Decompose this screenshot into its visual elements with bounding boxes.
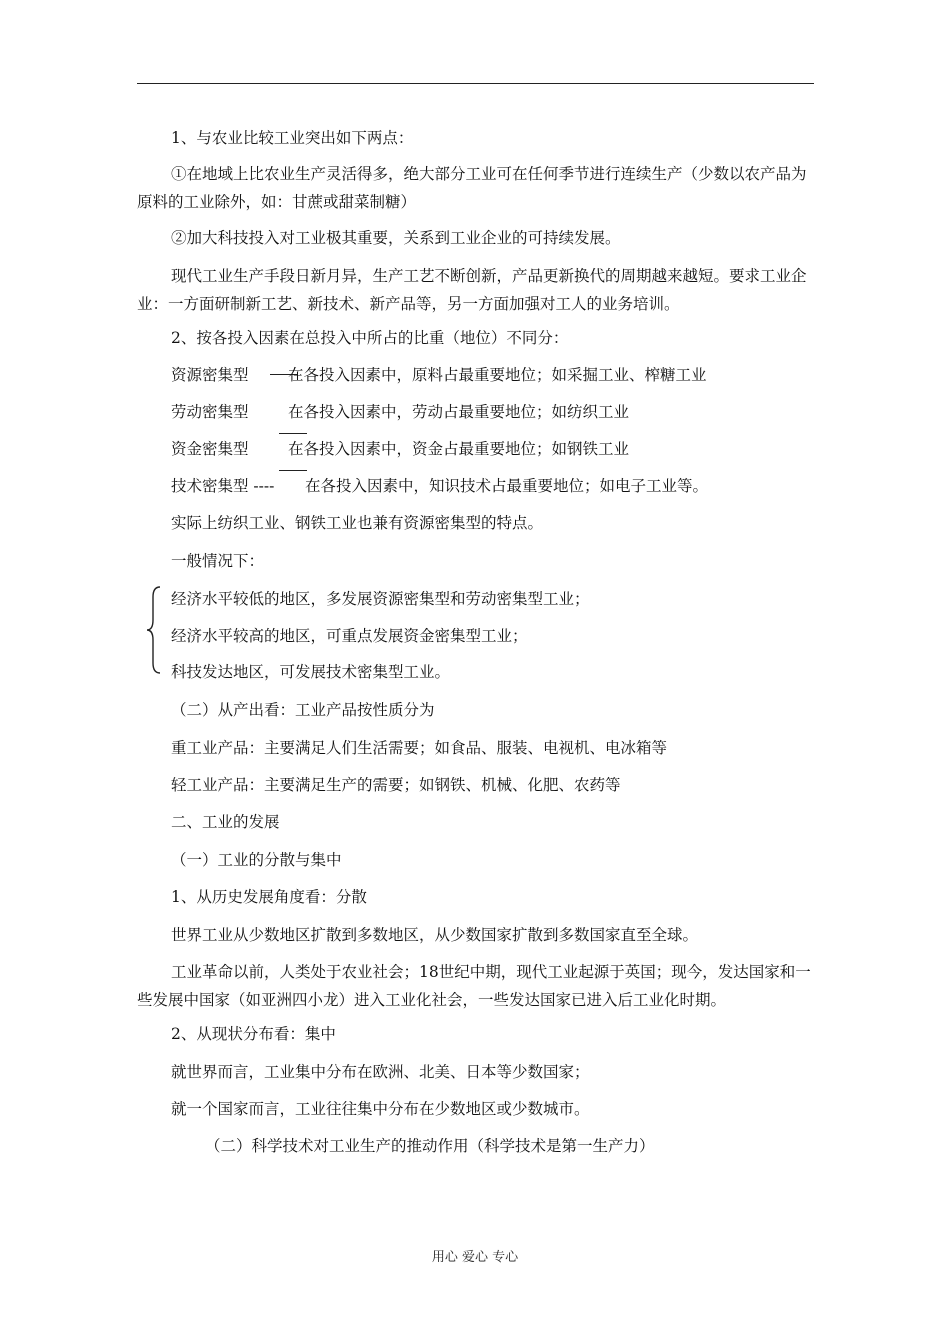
case-low: 经济水平较低的地区，多发展资源密集型和劳动密集型工业；: [171, 590, 590, 608]
type-desc-resource: 在各投入因素中，原料占最重要地位；如采掘工业、榨糖工业: [288, 366, 707, 384]
header-rule: [137, 83, 814, 84]
paragraph-4-text: 现代工业生产手段日新月异，生产工艺不断创新，产品更新换代的周期越来越短。要求工业企业：一方面研制新工艺、新技术、新产品等，另一方面加强对工人的业务培训。: [137, 267, 807, 313]
paragraph-16: 2、从现状分布看：集中: [171, 1025, 336, 1043]
paragraph-14: 世界工业从少数地区扩散到多数地区，从少数国家扩散到多数国家直至全球。: [171, 926, 699, 944]
paragraph-2-text: ①在地域上比农业生产灵活得多，绝大部分工业可在任何季节进行连续生产（少数以农产品为原料的工业除外，如：甘蔗或甜菜制糖）: [137, 165, 807, 211]
paragraph-4: [137, 262, 817, 318]
type-name-technology: 技术密集型 ----: [171, 477, 275, 495]
paragraph-7: 一般情况下：: [171, 552, 265, 570]
paragraph-9: 重工业产品：主要满足人们生活需要；如食品、服装、电视机、电冰箱等: [171, 739, 668, 757]
paragraph-15-text: 工业革命以前，人类处于农业社会；18世纪中期，现代工业起源于英国；现今，发达国家和一些发展中国家（如亚洲四小龙）进入工业化社会，一些发达国家已进入后工业化时期。: [137, 963, 811, 1009]
paragraph-18: 就一个国家而言，工业往往集中分布在少数地区或少数城市。: [171, 1100, 590, 1118]
dash-line: [279, 433, 307, 434]
case-tech: 科技发达地区，可发展技术密集型工业。: [171, 663, 451, 681]
curly-brace: [146, 585, 166, 675]
paragraph-1: 1、与农业比较工业突出如下两点：: [171, 129, 414, 147]
type-name-capital: 资金密集型: [171, 440, 249, 458]
dash-line: [279, 470, 307, 471]
paragraph-13: 1、从历史发展角度看：分散: [171, 888, 367, 906]
page-footer: 用心 爱心 专心: [431, 1250, 519, 1265]
paragraph-2: [137, 160, 817, 216]
type-desc-technology: 在各投入因素中，知识技术占最重要地位；如电子工业等。: [305, 477, 709, 495]
paragraph-8: （二）从产出看：工业产品按性质分为: [171, 701, 435, 719]
type-name-resource: 资源密集型: [171, 366, 249, 384]
section-heading: 二、工业的发展: [171, 813, 280, 831]
paragraph-10: 轻工业产品：主要满足生产的需要；如钢铁、机械、化肥、农药等: [171, 776, 621, 794]
paragraph-3: ②加大科技投入对工业极其重要，关系到工业企业的可持续发展。: [171, 229, 621, 247]
paragraph-5: 2、按各投入因素在总投入中所占的比重（地位）不同分：: [171, 329, 569, 347]
type-desc-capital: 在各投入因素中，资金占最重要地位；如钢铁工业: [288, 440, 630, 458]
case-high: 经济水平较高的地区，可重点发展资金密集型工业；: [171, 627, 528, 645]
paragraph-6: 实际上纺织工业、钢铁工业也兼有资源密集型的特点。: [171, 514, 544, 532]
type-name-labor: 劳动密集型: [171, 403, 249, 421]
subsection-heading-1: （一）工业的分散与集中: [171, 851, 342, 869]
type-desc-labor: 在各投入因素中，劳动占最重要地位；如纺织工业: [288, 403, 630, 421]
paragraph-17: 就世界而言，工业集中分布在欧洲、北美、日本等少数国家；: [171, 1063, 590, 1081]
subsection-heading-2: （二）科学技术对工业生产的推动作用（科学技术是第一生产力）: [205, 1137, 655, 1155]
paragraph-15: [137, 958, 817, 1014]
